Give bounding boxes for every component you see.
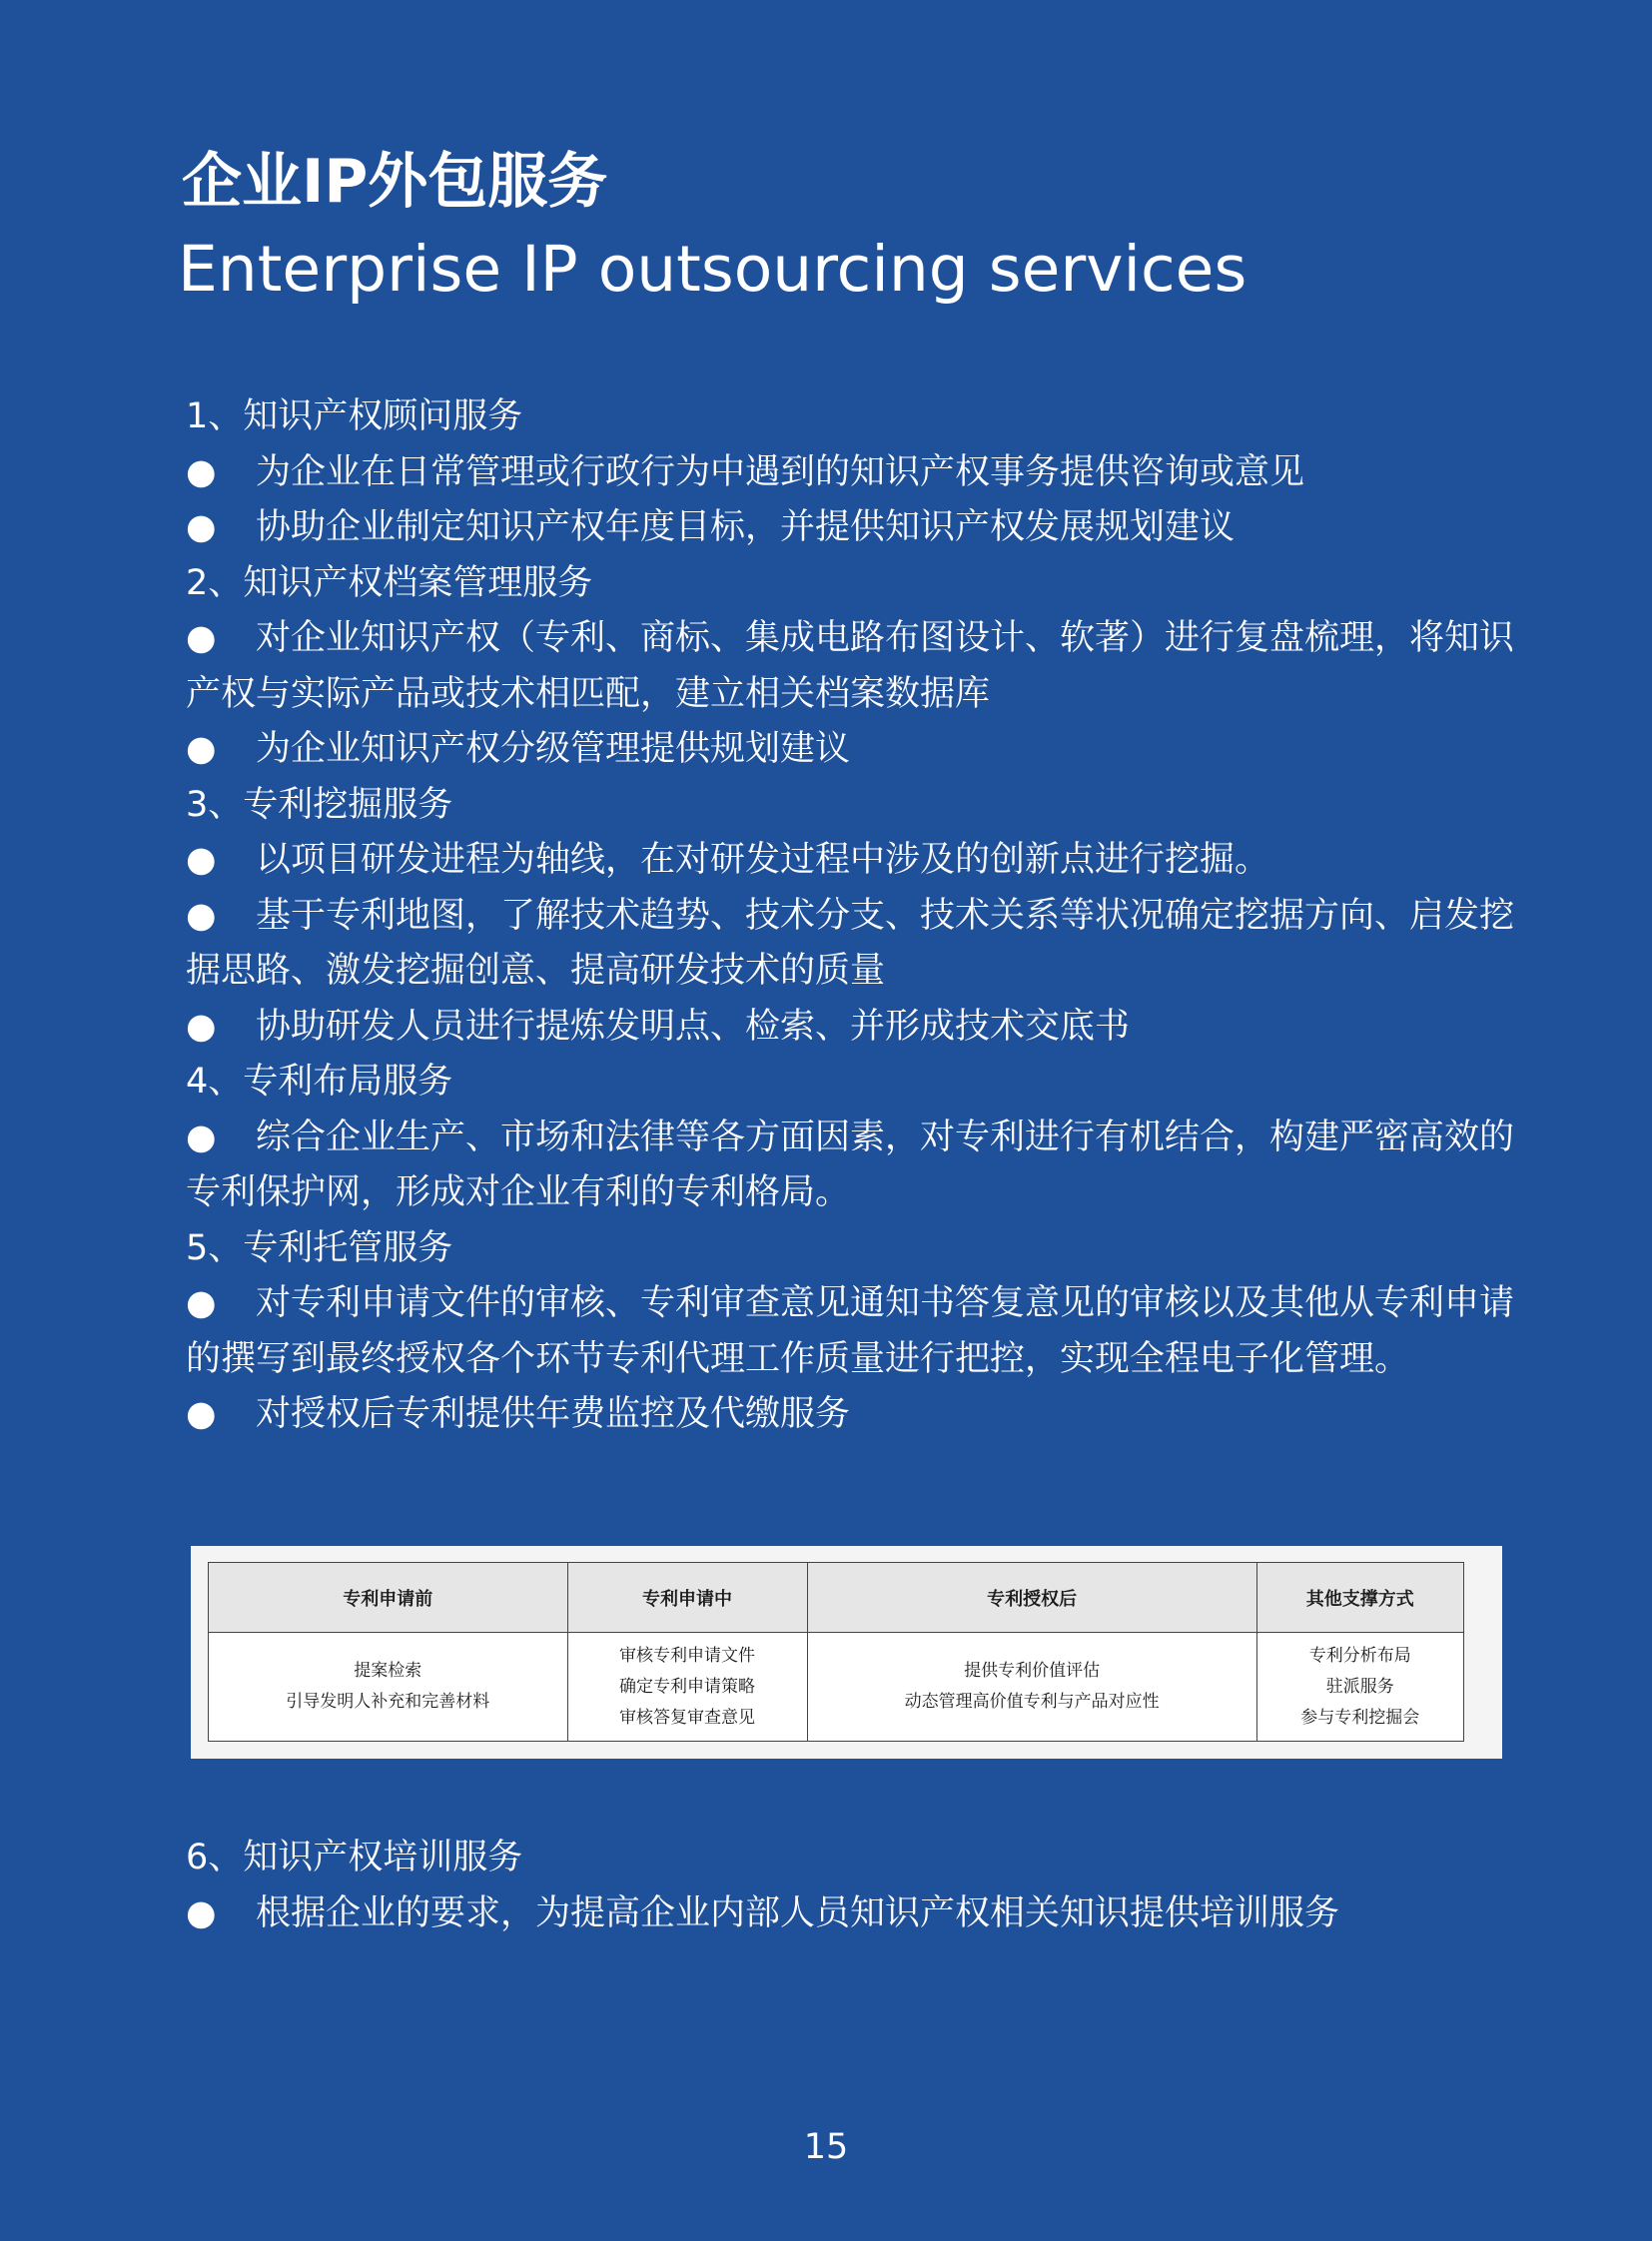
cell-line: 动态管理高价值专利与产品对应性 [904,1692,1160,1712]
table-header-cell: 其他支撑方式 [1256,1563,1463,1633]
table-cell [567,1633,807,1742]
section-heading: 1、知识产权顾问服务 [186,396,523,436]
services-content [186,389,1514,1443]
bullet-icon: ● [186,729,217,769]
list-item: ● 根据企业的要求，为提高企业内部人员知识产权相关知识提供培训服务 [186,1886,1514,1942]
table-row [209,1633,1464,1742]
bullet-icon: ● [186,1117,217,1157]
section-heading: 3、专利挖掘服务 [186,784,453,825]
list-item: ● 为企业在日常管理或行政行为中遇到的知识产权事务提供咨询或意见 [186,445,1514,501]
list-item: ● 以项目研发进程为轴线，在对研发过程中涉及的创新点进行挖掘。 [186,833,1514,889]
list-item: ● 基于专利地图，了解技术趋势、技术分支、技术关系等状况确定挖据方向、启发挖据思路、激发挖掘创意、提高研发技术的质量 [186,889,1514,1000]
list-item: ● 对专利申请文件的审核、专利审查意见通知书答复意见的审核以及其他从专利申请的撰写到最终授权各个环节专利代理工作质量进行把控，实现全程电子化管理。 [186,1276,1514,1387]
table-cell [807,1633,1256,1742]
page-title-en: Enterprise IP outsourcing services [178,233,1247,306]
list-item: ● 对授权后专利提供年费监控及代缴服务 [186,1387,1514,1443]
cell-line: 提案检索 [354,1661,422,1681]
cell-line: 审核答复审查意见 [619,1707,756,1728]
bullet-icon: ● [186,1892,217,1933]
list-item: ● 协助研发人员进行提炼发明点、检索、并形成技术交底书 [186,1000,1514,1056]
list-item: ● 对企业知识产权（专利、商标、集成电路布图设计、软著）进行复盘梳理，将知识产权与实际产品或技术相匹配，建立相关档案数据库 [186,611,1514,722]
section-heading: 5、专利托管服务 [186,1227,453,1268]
table-cell [1256,1633,1463,1742]
page-title-cn: 企业IP外包服务 [182,147,608,217]
training-section [186,1831,1514,1941]
service-table-panel [191,1546,1502,1759]
cell-line: 确定专利申请策略 [619,1676,756,1697]
cell-line: 参与专利挖掘会 [1300,1707,1420,1728]
section-heading: 2、知识产权档案管理服务 [186,562,593,603]
cell-line: 专利分析布局 [1308,1645,1411,1666]
bullet-icon: ● [186,451,217,492]
cell-line: 引导发明人补充和完善材料 [286,1692,490,1712]
bullet-icon: ● [186,1006,217,1047]
section-heading: 6、知识产权培训服务 [186,1838,523,1877]
table-header-row [209,1563,1464,1633]
cell-line: 驻派服务 [1325,1676,1394,1697]
bullet-icon: ● [186,895,217,936]
bullet-icon: ● [186,1394,217,1434]
table-header-cell: 专利申请前 [209,1563,568,1633]
bullet-icon: ● [186,840,217,880]
table-cell [209,1633,568,1742]
page-number: 15 [803,2127,849,2167]
bullet-icon: ● [186,1283,217,1323]
list-item: ● 协助企业制定知识产权年度目标，并提供知识产权发展规划建议 [186,500,1514,556]
bullet-icon: ● [186,618,217,658]
list-item: ● 综合企业生产、市场和法律等各方面因素，对专利进行有机结合，构建严密高效的专利保护网，形成对企业有利的专利格局。 [186,1111,1514,1221]
cell-line: 提供专利价值评估 [964,1661,1101,1681]
cell-line: 审核专利申请文件 [619,1645,756,1666]
table-header-cell: 专利申请中 [567,1563,807,1633]
service-table [208,1562,1464,1742]
list-item: ● 为企业知识产权分级管理提供规划建议 [186,722,1514,778]
bullet-icon: ● [186,507,217,547]
table-header-cell: 专利授权后 [807,1563,1256,1633]
section-heading: 4、专利布局服务 [186,1062,453,1102]
